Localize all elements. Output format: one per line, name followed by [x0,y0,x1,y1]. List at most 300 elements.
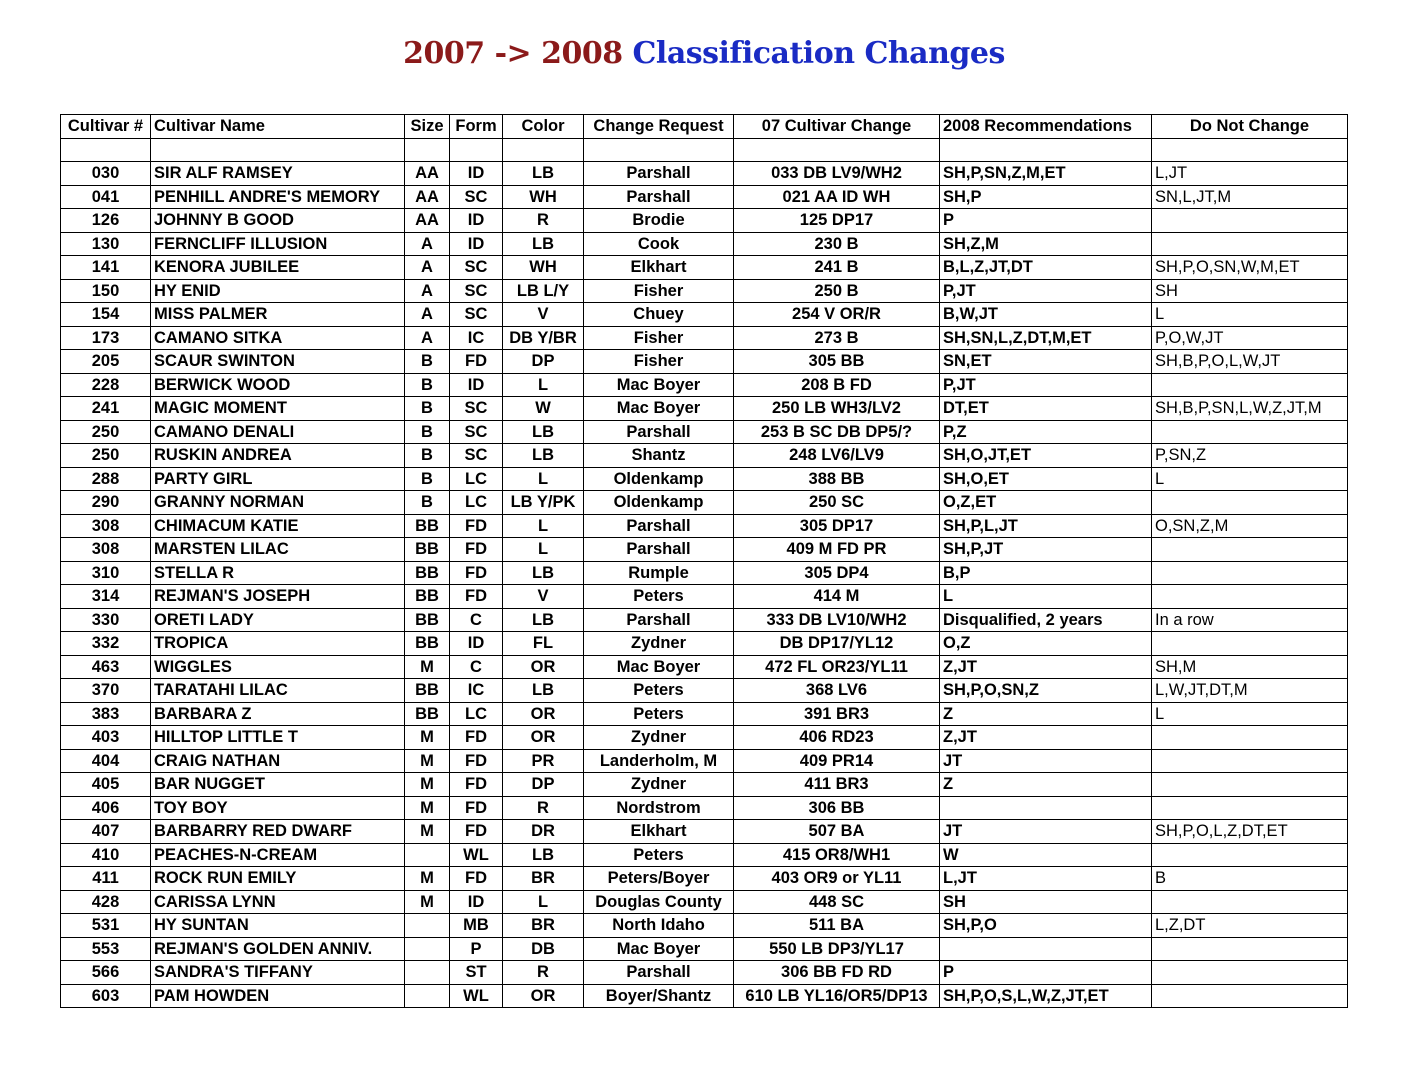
cultivar-number-cell: 228 [61,373,151,397]
size-cell: BB [405,538,450,562]
form-cell: LC [450,467,503,491]
cultivar-number-cell: 308 [61,538,151,562]
cultivar-number-cell: 411 [61,867,151,891]
change-request-cell: Peters [584,585,734,609]
cultivar-name-cell: CAMANO DENALI [151,420,405,444]
2008-recommendations-cell: Z [940,702,1152,726]
blank-cell [940,138,1152,162]
size-cell: A [405,303,450,327]
2008-recommendations-cell: O,Z,ET [940,491,1152,515]
cultivar-name-cell: ORETI LADY [151,608,405,632]
07-cultivar-change-cell: 550 LB DP3/YL17 [734,937,940,961]
color-cell: OR [503,984,584,1008]
07-cultivar-change-cell: 409 PR14 [734,749,940,773]
07-cultivar-change-cell: 305 DP4 [734,561,940,585]
cultivar-number-cell: 205 [61,350,151,374]
color-cell: BR [503,914,584,938]
size-cell: BB [405,608,450,632]
cultivar-name-cell: MAGIC MOMENT [151,397,405,421]
do-not-change-cell: P,O,W,JT [1152,326,1348,350]
change-request-cell: Peters [584,679,734,703]
do-not-change-cell: L,Z,DT [1152,914,1348,938]
do-not-change-cell [1152,632,1348,656]
form-cell: FD [450,514,503,538]
07-cultivar-change-cell: 333 DB LV10/WH2 [734,608,940,632]
do-not-change-cell [1152,984,1348,1008]
change-request-cell: Peters [584,843,734,867]
blank-cell [584,138,734,162]
do-not-change-cell: P,SN,Z [1152,444,1348,468]
cultivar-name-cell: TARATAHI LILAC [151,679,405,703]
change-request-cell: Fisher [584,326,734,350]
form-cell: FD [450,350,503,374]
table-row [61,702,1348,726]
form-cell: C [450,608,503,632]
do-not-change-cell [1152,773,1348,797]
form-cell: MB [450,914,503,938]
table-row [61,796,1348,820]
color-cell: LB Y/PK [503,491,584,515]
title-text: Classification Changes [632,36,1005,71]
change-request-cell: Parshall [584,961,734,985]
do-not-change-cell [1152,843,1348,867]
2008-recommendations-cell: SH,P [940,185,1152,209]
cultivar-number-cell: 566 [61,961,151,985]
2008-recommendations-cell: SH,P,O,SN,Z [940,679,1152,703]
cultivar-number-cell: 314 [61,585,151,609]
cultivar-number-cell: 332 [61,632,151,656]
do-not-change-cell: SH,M [1152,655,1348,679]
cultivar-name-cell: STELLA R [151,561,405,585]
cultivar-number-cell: 603 [61,984,151,1008]
color-cell: LB [503,561,584,585]
header-cultivar-name: Cultivar Name [151,115,405,139]
table-header-row [61,115,1348,139]
cultivar-name-cell: SIR ALF RAMSEY [151,162,405,186]
do-not-change-cell: SN,L,JT,M [1152,185,1348,209]
07-cultivar-change-cell: 230 B [734,232,940,256]
form-cell: SC [450,444,503,468]
table-row [61,749,1348,773]
2008-recommendations-cell: Disqualified, 2 years [940,608,1152,632]
cultivar-name-cell: BARBARA Z [151,702,405,726]
cultivar-name-cell: MISS PALMER [151,303,405,327]
2008-recommendations-cell: P [940,209,1152,233]
form-cell: ID [450,162,503,186]
cultivar-name-cell: CARISSA LYNN [151,890,405,914]
change-request-cell: Parshall [584,608,734,632]
change-request-cell: Cook [584,232,734,256]
size-cell: B [405,467,450,491]
change-request-cell: Parshall [584,185,734,209]
color-cell: FL [503,632,584,656]
blank-cell [151,138,405,162]
form-cell: IC [450,326,503,350]
color-cell: BR [503,867,584,891]
header-2008-recommendations: 2008 Recommendations [940,115,1152,139]
form-cell: C [450,655,503,679]
cultivar-number-cell: 410 [61,843,151,867]
change-request-cell: Mac Boyer [584,655,734,679]
change-request-cell: Peters/Boyer [584,867,734,891]
cultivar-name-cell: ROCK RUN EMILY [151,867,405,891]
07-cultivar-change-cell: 254 V OR/R [734,303,940,327]
cultivar-number-cell: 141 [61,256,151,280]
2008-recommendations-cell: SH,SN,L,Z,DT,M,ET [940,326,1152,350]
color-cell: LB [503,608,584,632]
table-row [61,185,1348,209]
do-not-change-cell: SH,B,P,O,L,W,JT [1152,350,1348,374]
size-cell: BB [405,632,450,656]
do-not-change-cell: SH [1152,279,1348,303]
form-cell: FD [450,726,503,750]
form-cell: ID [450,373,503,397]
header-change-request: Change Request [584,115,734,139]
table-row [61,538,1348,562]
form-cell: SC [450,185,503,209]
size-cell: A [405,232,450,256]
color-cell: L [503,467,584,491]
change-request-cell: Zydner [584,632,734,656]
size-cell: B [405,373,450,397]
size-cell: AA [405,185,450,209]
07-cultivar-change-cell: 403 OR9 or YL11 [734,867,940,891]
07-cultivar-change-cell: 406 RD23 [734,726,940,750]
2008-recommendations-cell: SH,P,SN,Z,M,ET [940,162,1152,186]
size-cell: BB [405,585,450,609]
blank-cell [405,138,450,162]
do-not-change-cell [1152,749,1348,773]
table-row [61,655,1348,679]
size-cell: BB [405,702,450,726]
2008-recommendations-cell: B,L,Z,JT,DT [940,256,1152,280]
color-cell: LB [503,843,584,867]
07-cultivar-change-cell: 306 BB FD RD [734,961,940,985]
cultivar-name-cell: PARTY GIRL [151,467,405,491]
size-cell: M [405,867,450,891]
07-cultivar-change-cell: 208 B FD [734,373,940,397]
size-cell: AA [405,209,450,233]
table-row [61,890,1348,914]
cultivar-number-cell: 407 [61,820,151,844]
do-not-change-cell [1152,937,1348,961]
size-cell: A [405,326,450,350]
form-cell: FD [450,820,503,844]
color-cell: L [503,514,584,538]
table-body [61,138,1348,1008]
2008-recommendations-cell: SN,ET [940,350,1152,374]
table-row [61,326,1348,350]
cultivar-number-cell: 428 [61,890,151,914]
cultivar-number-cell: 250 [61,444,151,468]
size-cell: BB [405,561,450,585]
change-request-cell: North Idaho [584,914,734,938]
form-cell: FD [450,538,503,562]
2008-recommendations-cell: B,P [940,561,1152,585]
cultivar-number-cell: 126 [61,209,151,233]
color-cell: OR [503,726,584,750]
07-cultivar-change-cell: 415 OR8/WH1 [734,843,940,867]
color-cell: V [503,585,584,609]
2008-recommendations-cell: SH,P,JT [940,538,1152,562]
2008-recommendations-cell: P,JT [940,279,1152,303]
do-not-change-cell: SH,P,O,SN,W,M,ET [1152,256,1348,280]
color-cell: R [503,796,584,820]
color-cell: OR [503,702,584,726]
do-not-change-cell: B [1152,867,1348,891]
cultivar-name-cell: TROPICA [151,632,405,656]
table-row [61,467,1348,491]
change-request-cell: Mac Boyer [584,373,734,397]
size-cell: BB [405,514,450,538]
color-cell: DB Y/BR [503,326,584,350]
do-not-change-cell: In a row [1152,608,1348,632]
2008-recommendations-cell: W [940,843,1152,867]
table-row [61,773,1348,797]
2008-recommendations-cell: DT,ET [940,397,1152,421]
2008-recommendations-cell: JT [940,820,1152,844]
cultivar-number-cell: 173 [61,326,151,350]
2008-recommendations-cell: SH,Z,M [940,232,1152,256]
table-row [61,820,1348,844]
size-cell [405,937,450,961]
2008-recommendations-cell: L [940,585,1152,609]
do-not-change-cell [1152,796,1348,820]
size-cell: M [405,726,450,750]
cultivar-number-cell: 308 [61,514,151,538]
2008-recommendations-cell: SH,P,O [940,914,1152,938]
cultivar-number-cell: 130 [61,232,151,256]
color-cell: LB L/Y [503,279,584,303]
size-cell: A [405,279,450,303]
header-form: Form [450,115,503,139]
cultivar-name-cell: HILLTOP LITTLE T [151,726,405,750]
do-not-change-cell [1152,890,1348,914]
cultivar-number-cell: 553 [61,937,151,961]
change-request-cell: Nordstrom [584,796,734,820]
change-request-cell: Mac Boyer [584,937,734,961]
change-request-cell: Zydner [584,726,734,750]
form-cell: FD [450,585,503,609]
size-cell: B [405,420,450,444]
header-do-not-change: Do Not Change [1152,115,1348,139]
07-cultivar-change-cell: 250 B [734,279,940,303]
cultivar-number-cell: 405 [61,773,151,797]
cultivar-name-cell: CRAIG NATHAN [151,749,405,773]
do-not-change-cell: L [1152,702,1348,726]
cultivar-number-cell: 404 [61,749,151,773]
cultivar-name-cell: BAR NUGGET [151,773,405,797]
cultivar-number-cell: 241 [61,397,151,421]
header-cultivar-number: Cultivar # [61,115,151,139]
change-request-cell: Elkhart [584,820,734,844]
form-cell: P [450,937,503,961]
color-cell: LB [503,162,584,186]
cultivar-number-cell: 383 [61,702,151,726]
classification-table [60,114,1348,1008]
07-cultivar-change-cell: 411 BR3 [734,773,940,797]
color-cell: L [503,373,584,397]
size-cell: M [405,796,450,820]
header-color: Color [503,115,584,139]
form-cell: FD [450,773,503,797]
cultivar-number-cell: 030 [61,162,151,186]
form-cell: SC [450,420,503,444]
header-07-cultivar-change: 07 Cultivar Change [734,115,940,139]
cultivar-name-cell: GRANNY NORMAN [151,491,405,515]
form-cell: IC [450,679,503,703]
form-cell: LC [450,491,503,515]
color-cell: DB [503,937,584,961]
cultivar-number-cell: 330 [61,608,151,632]
cultivar-name-cell: REJMAN'S GOLDEN ANNIV. [151,937,405,961]
change-request-cell: Fisher [584,350,734,374]
change-request-cell: Parshall [584,514,734,538]
blank-cell [1152,138,1348,162]
07-cultivar-change-cell: 368 LV6 [734,679,940,703]
color-cell: WH [503,256,584,280]
do-not-change-cell [1152,420,1348,444]
table-row [61,867,1348,891]
cultivar-number-cell: 403 [61,726,151,750]
form-cell: SC [450,256,503,280]
2008-recommendations-cell: SH,O,ET [940,467,1152,491]
2008-recommendations-cell: SH [940,890,1152,914]
color-cell: L [503,890,584,914]
cultivar-number-cell: 531 [61,914,151,938]
change-request-cell: Mac Boyer [584,397,734,421]
size-cell: M [405,773,450,797]
2008-recommendations-cell: Z [940,773,1152,797]
table-row [61,373,1348,397]
change-request-cell: Zydner [584,773,734,797]
blank-cell [450,138,503,162]
do-not-change-cell: L,JT [1152,162,1348,186]
2008-recommendations-cell: JT [940,749,1152,773]
form-cell: SC [450,303,503,327]
table-row [61,209,1348,233]
cultivar-number-cell: 310 [61,561,151,585]
table-row [61,608,1348,632]
color-cell: R [503,961,584,985]
color-cell: L [503,538,584,562]
07-cultivar-change-cell: 472 FL OR23/YL11 [734,655,940,679]
size-cell: B [405,491,450,515]
table-row [61,444,1348,468]
07-cultivar-change-cell: 511 BA [734,914,940,938]
form-cell: ID [450,632,503,656]
blank-cell [734,138,940,162]
do-not-change-cell: L [1152,467,1348,491]
cultivar-name-cell: SANDRA'S TIFFANY [151,961,405,985]
cultivar-name-cell: BERWICK WOOD [151,373,405,397]
color-cell: WH [503,185,584,209]
2008-recommendations-cell [940,796,1152,820]
change-request-cell: Douglas County [584,890,734,914]
table-row [61,961,1348,985]
2008-recommendations-cell: B,W,JT [940,303,1152,327]
form-cell: FD [450,867,503,891]
table-row [61,984,1348,1008]
07-cultivar-change-cell: 241 B [734,256,940,280]
07-cultivar-change-cell: 021 AA ID WH [734,185,940,209]
cultivar-name-cell: CAMANO SITKA [151,326,405,350]
form-cell: SC [450,279,503,303]
title-years: 2007 -> 2008 [403,36,623,71]
cultivar-name-cell: REJMAN'S JOSEPH [151,585,405,609]
change-request-cell: Peters [584,702,734,726]
cultivar-number-cell: 250 [61,420,151,444]
size-cell: A [405,256,450,280]
07-cultivar-change-cell: 388 BB [734,467,940,491]
blank-cell [61,138,151,162]
size-cell [405,843,450,867]
cultivar-name-cell: JOHNNY B GOOD [151,209,405,233]
cultivar-number-cell: 406 [61,796,151,820]
cultivar-name-cell: KENORA JUBILEE [151,256,405,280]
form-cell: FD [450,561,503,585]
cultivar-number-cell: 288 [61,467,151,491]
07-cultivar-change-cell: 391 BR3 [734,702,940,726]
cultivar-number-cell: 370 [61,679,151,703]
color-cell: DP [503,350,584,374]
do-not-change-cell: SH,P,O,L,Z,DT,ET [1152,820,1348,844]
2008-recommendations-cell: P,JT [940,373,1152,397]
2008-recommendations-cell: SH,P,L,JT [940,514,1152,538]
form-cell: WL [450,984,503,1008]
do-not-change-cell: O,SN,Z,M [1152,514,1348,538]
table-row [61,420,1348,444]
07-cultivar-change-cell: 414 M [734,585,940,609]
cultivar-name-cell: PENHILL ANDRE'S MEMORY [151,185,405,209]
cultivar-name-cell: MARSTEN LILAC [151,538,405,562]
do-not-change-cell: L [1152,303,1348,327]
change-request-cell: Elkhart [584,256,734,280]
07-cultivar-change-cell: 253 B SC DB DP5/? [734,420,940,444]
table-row [61,843,1348,867]
color-cell: DP [503,773,584,797]
do-not-change-cell [1152,538,1348,562]
form-cell: FD [450,749,503,773]
table-row [61,256,1348,280]
size-cell: AA [405,162,450,186]
cultivar-number-cell: 150 [61,279,151,303]
blank-row [61,138,1348,162]
change-request-cell: Chuey [584,303,734,327]
do-not-change-cell: SH,B,P,SN,L,W,Z,JT,M [1152,397,1348,421]
07-cultivar-change-cell: 507 BA [734,820,940,844]
cultivar-name-cell: PEACHES-N-CREAM [151,843,405,867]
cultivar-number-cell: 463 [61,655,151,679]
do-not-change-cell [1152,232,1348,256]
cultivar-name-cell: HY SUNTAN [151,914,405,938]
do-not-change-cell [1152,373,1348,397]
2008-recommendations-cell: SH,P,O,S,L,W,Z,JT,ET [940,984,1152,1008]
change-request-cell: Oldenkamp [584,491,734,515]
07-cultivar-change-cell: 273 B [734,326,940,350]
table-row [61,514,1348,538]
cultivar-name-cell: BARBARRY RED DWARF [151,820,405,844]
page-title [0,36,1408,71]
color-cell: W [503,397,584,421]
table-row [61,303,1348,327]
change-request-cell: Parshall [584,420,734,444]
table-row [61,632,1348,656]
cultivar-number-cell: 154 [61,303,151,327]
form-cell: ST [450,961,503,985]
size-cell [405,914,450,938]
do-not-change-cell: L,W,JT,DT,M [1152,679,1348,703]
